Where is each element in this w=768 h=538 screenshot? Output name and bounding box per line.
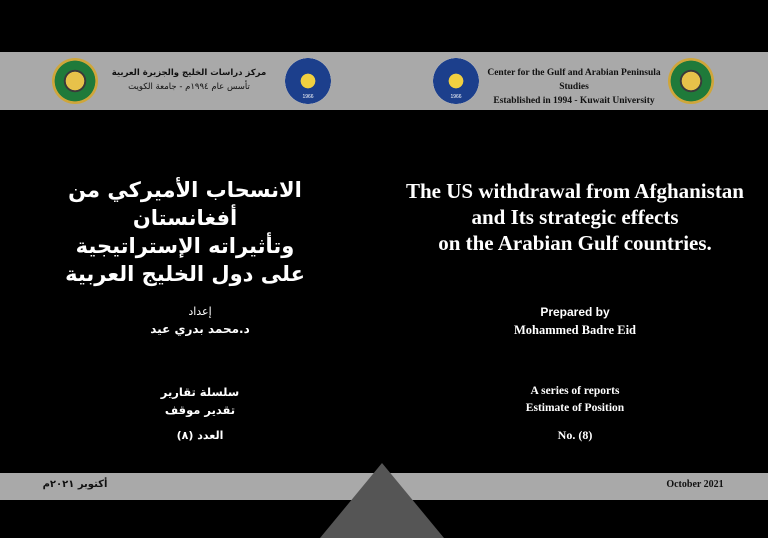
kuwait-university-logo-right-icon: 1966	[433, 58, 479, 104]
english-date: October 2021	[666, 479, 724, 490]
kuwait-university-logo-left-icon: 1966	[285, 58, 331, 104]
english-title	[405, 178, 745, 256]
arabic-prepared-label: إعداد	[188, 305, 212, 318]
english-title-line-2: and Its strategic effects	[471, 205, 679, 229]
english-title-line-3: on the Arabian Gulf countries.	[438, 231, 712, 255]
arabic-title	[20, 176, 350, 288]
arabic-number: العدد (٨)	[176, 429, 224, 442]
english-header	[484, 66, 664, 108]
english-subseries: Estimate of Position	[525, 402, 625, 414]
english-prepared-label: Prepared by	[540, 305, 610, 319]
english-center-name: Center for the Gulf and Arabian Peninsula Studies	[487, 68, 661, 92]
english-title-line-1: The US withdrawal from Afghanistan	[406, 179, 744, 203]
center-triangle-decoration	[320, 463, 444, 538]
arabic-series: سلسلة تقارير	[160, 385, 240, 399]
gcc-logo-right-icon	[668, 58, 714, 104]
english-series: A series of reports	[530, 385, 620, 397]
arabic-center-name: مركز دراسات الخليج والجزيرة العربية	[111, 68, 267, 78]
english-author: Mohammed Badre Eid	[514, 323, 636, 337]
gcc-logo-left-icon	[52, 58, 98, 104]
arabic-date: أكتوبر ٢٠٢١م	[42, 479, 108, 490]
arabic-title-line-2: وتأثيراته الإستراتيجية	[75, 234, 295, 258]
arabic-title-line-3: على دول الخليج العربية	[65, 262, 305, 286]
arabic-title-line-1: الانسحاب الأميركي من أفغانستان	[68, 178, 302, 230]
english-number: No. (8)	[557, 428, 593, 442]
english-established: Established in 1994 - Kuwait University	[493, 96, 655, 106]
arabic-subseries: تقدير موقف	[164, 403, 236, 417]
arabic-established: تأسس عام ١٩٩٤م - جامعة الكويت	[128, 82, 250, 92]
arabic-author: د.محمد بدري عيد	[150, 322, 250, 336]
arabic-header	[100, 66, 278, 94]
